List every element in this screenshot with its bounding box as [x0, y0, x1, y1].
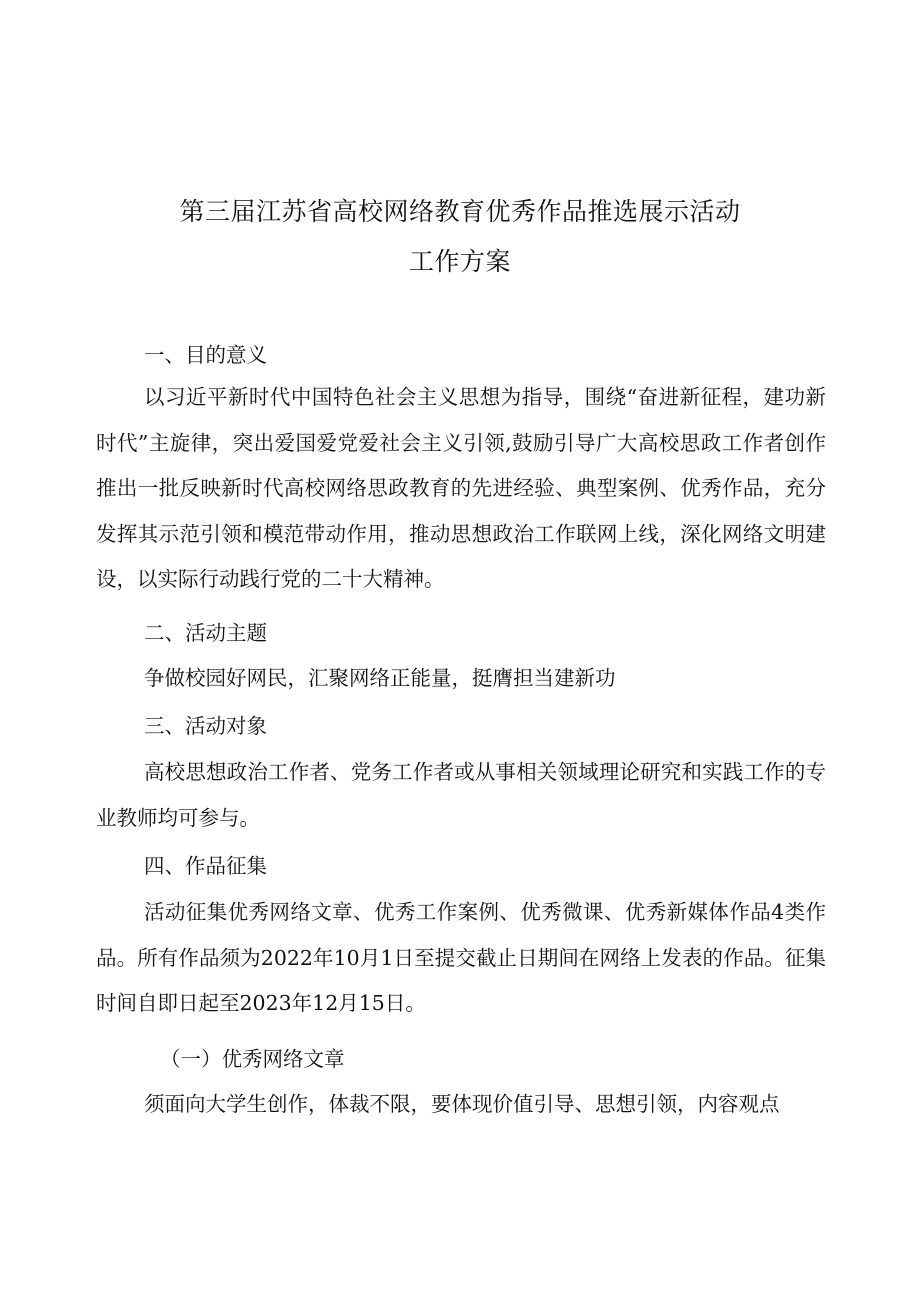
paragraph-text: 高校思想政治工作者、党务工作者或从事相关领域理论研究和实践工作的专业教师均可参与。	[96, 760, 826, 830]
section-paragraph-collection	[96, 890, 826, 1027]
section-heading-theme: 二、活动主题	[144, 621, 267, 645]
paragraph-text: 须面向大学生创作，体裁不限，要体现价值引导、思想引领，内容观点	[144, 1092, 780, 1116]
subsection-paragraph-network-articles	[96, 1082, 826, 1128]
document-title-line-1: 第三届江苏省高校网络教育优秀作品推选展示活动	[179, 197, 741, 226]
section-paragraph-theme	[96, 656, 826, 702]
section-heading-purpose: 一、目的意义	[144, 343, 267, 367]
subsection-heading-network-articles: （一）优秀网络文章	[160, 1047, 345, 1071]
paragraph-text: 活动征集优秀网络文章、优秀工作案例、优秀微课、优秀新媒体作品4类作品。所有作品须为2022年10月1日至提交截止日期间在网络上发表的作品。征集时间自即日起至2023年12月15日。	[96, 900, 826, 1015]
section-paragraph-participants	[96, 750, 826, 841]
section-paragraph-purpose	[96, 375, 826, 603]
paragraph-text: 以习近平新时代中国特色社会主义思想为指导，围绕“奋进新征程，建功新时代”主旋律，突出爱国爱党爱社会主义引领,鼓励引导广大高校思政工作者创作推出一批反映新时代高校网络思政教育的先进经验、典型案例、优秀作品，充分发挥其示范引领和模范带动作用，推动思想政治工作联网上线，深化网络文明建设，以实际行动践行党的二十大精神。	[96, 385, 826, 591]
section-heading-participants: 三、活动对象	[144, 714, 267, 738]
section-heading-collection: 四、作品征集	[144, 854, 267, 878]
paragraph-text: 争做校园好网民，汇聚网络正能量，挺膺担当建新功	[144, 666, 616, 690]
document-title-line-2: 工作方案	[408, 247, 511, 276]
